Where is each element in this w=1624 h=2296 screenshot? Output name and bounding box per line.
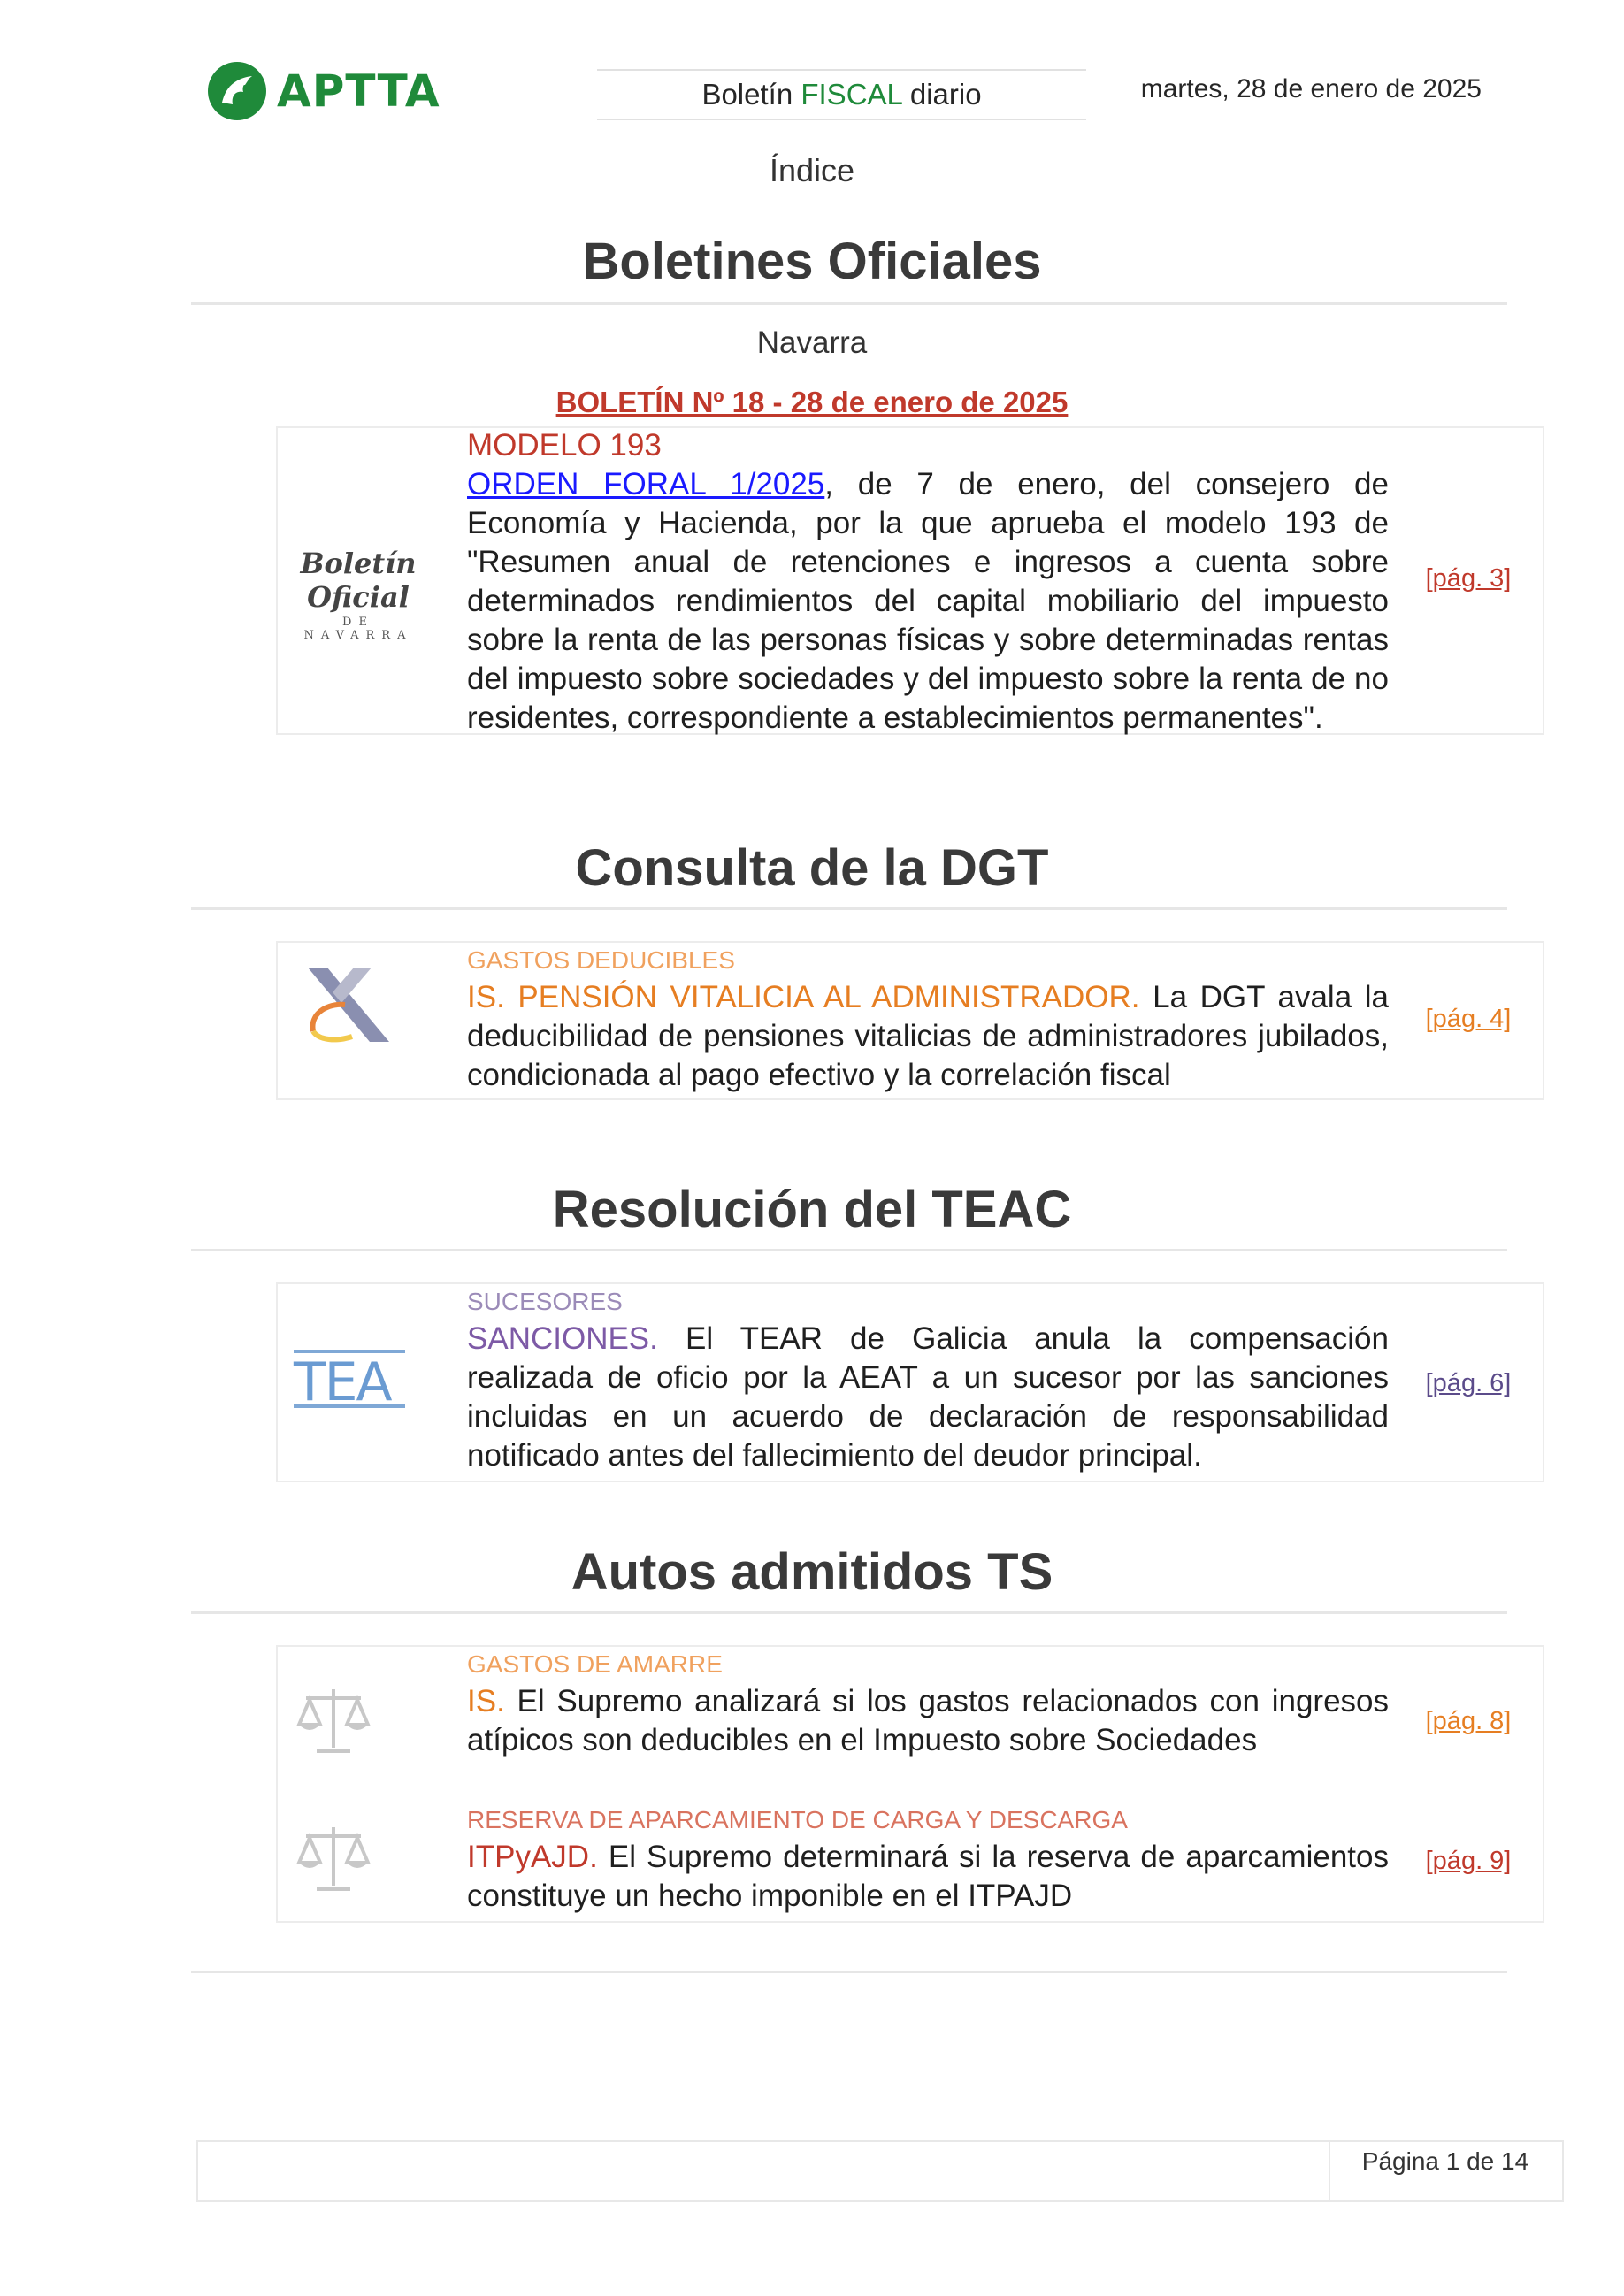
aptta-logo bbox=[206, 58, 463, 124]
entry-text bbox=[467, 1284, 1389, 1475]
boletin-link[interactable]: BOLETÍN Nº 18 - 28 de enero de 2025 bbox=[555, 386, 1069, 418]
logo-line2: DE NAVARRA bbox=[303, 616, 413, 642]
tea-logo bbox=[294, 1341, 409, 1420]
section-title-teac: Resolución del TEAC bbox=[552, 1181, 1072, 1238]
entry-text bbox=[467, 1802, 1389, 1916]
entry-description: El Supremo analizará si los gastos relacionados con ingresos atípicos son deducibles en el Impuesto sobre Sociedades bbox=[467, 1684, 1389, 1757]
entry-description: La DGT avala la deducibilidad de pensiones vitalicias de administradores jubilados, condicionada al pago efectivo y la correlación fiscal bbox=[467, 980, 1389, 1092]
page-link[interactable]: [pág. 9] bbox=[1425, 1847, 1512, 1875]
entry-lead: IS. PENSIÓN VITALICIA AL ADMINISTRADOR. bbox=[467, 980, 1140, 1014]
scales-icon bbox=[295, 1820, 372, 1896]
entry-category: SUCESORES bbox=[467, 1288, 623, 1315]
page-link[interactable]: [pág. 8] bbox=[1425, 1707, 1512, 1735]
entry-text bbox=[467, 1647, 1389, 1760]
orden-foral-link[interactable]: ORDEN FORAL 1/2025 bbox=[467, 467, 825, 501]
page-link[interactable]: [pág. 4] bbox=[1425, 1005, 1512, 1033]
aeat-logo-icon bbox=[301, 960, 398, 1049]
entry-category: RESERVA DE APARCAMIENTO DE CARGA Y DESCARGA bbox=[467, 1806, 1128, 1833]
entry-description: , de 7 de enero, del consejero de Economía y Hacienda, por la que aprueba el modelo 193 de "Resumen anual de retenciones e ingresos a cuenta sobre determinados rendimientos del capital mobiliario del impuesto sobre la renta de las personas físicas y sobre determinadas rentas del impuesto sobre sociedades y del impuesto sobre la renta de no residentes, correspondiente a establecimientos permanentes". bbox=[467, 467, 1389, 735]
section-divider bbox=[191, 907, 1507, 910]
logo-line1: Boletín Oficial bbox=[300, 547, 417, 614]
entry-category: GASTOS DEDUCIBLES bbox=[467, 946, 735, 974]
title-pre: Boletín bbox=[701, 78, 801, 111]
section-title-dgt: Consulta de la DGT bbox=[575, 839, 1049, 897]
page-link[interactable]: [pág. 6] bbox=[1425, 1369, 1512, 1397]
logo-text: APTTA bbox=[277, 65, 440, 117]
bulletin-header-title bbox=[597, 69, 1086, 120]
entry-lead: IS. bbox=[467, 1684, 505, 1718]
section-title-boletines: Boletines Oficiales bbox=[582, 233, 1042, 290]
tea-logo-text: TEA bbox=[294, 1351, 391, 1413]
header-date: martes, 28 de enero de 2025 bbox=[1140, 74, 1482, 103]
section-divider bbox=[191, 1249, 1507, 1251]
page-number: Página 1 de 14 bbox=[1361, 2147, 1529, 2175]
title-fiscal: FISCAL bbox=[801, 78, 902, 111]
entry-description: El TEAR de Galicia anula la compensación realizada de oficio por la AEAT a un sucesor por las sanciones incluidas en un acuerdo de declaración de responsabilidad notificado antes del fallecimiento del deudor principal. bbox=[467, 1321, 1389, 1473]
title-post: diario bbox=[901, 78, 982, 111]
bottom-divider bbox=[191, 1971, 1507, 1973]
section-divider bbox=[191, 1611, 1507, 1614]
index-heading: Índice bbox=[769, 152, 855, 188]
region-label: Navarra bbox=[756, 325, 868, 360]
section-divider bbox=[191, 302, 1507, 305]
entry-lead: SANCIONES. bbox=[467, 1321, 658, 1356]
entry-category: GASTOS DE AMARRE bbox=[467, 1650, 723, 1678]
entry-description: El Supremo determinará si la reserva de aparcamientos constituye un hecho imponible en el ITPAJD bbox=[467, 1840, 1389, 1913]
page-link[interactable]: [pág. 3] bbox=[1425, 564, 1512, 593]
aptta-logo-icon bbox=[206, 60, 268, 122]
entry-text bbox=[467, 426, 1389, 738]
scales-icon bbox=[295, 1682, 372, 1758]
boletin-navarra-logo bbox=[292, 547, 425, 642]
entry-text bbox=[467, 943, 1389, 1095]
entry-category: MODELO 193 bbox=[467, 428, 662, 463]
section-title-ts: Autos admitidos TS bbox=[571, 1543, 1053, 1601]
entry-lead: ITPyAJD. bbox=[467, 1840, 598, 1874]
